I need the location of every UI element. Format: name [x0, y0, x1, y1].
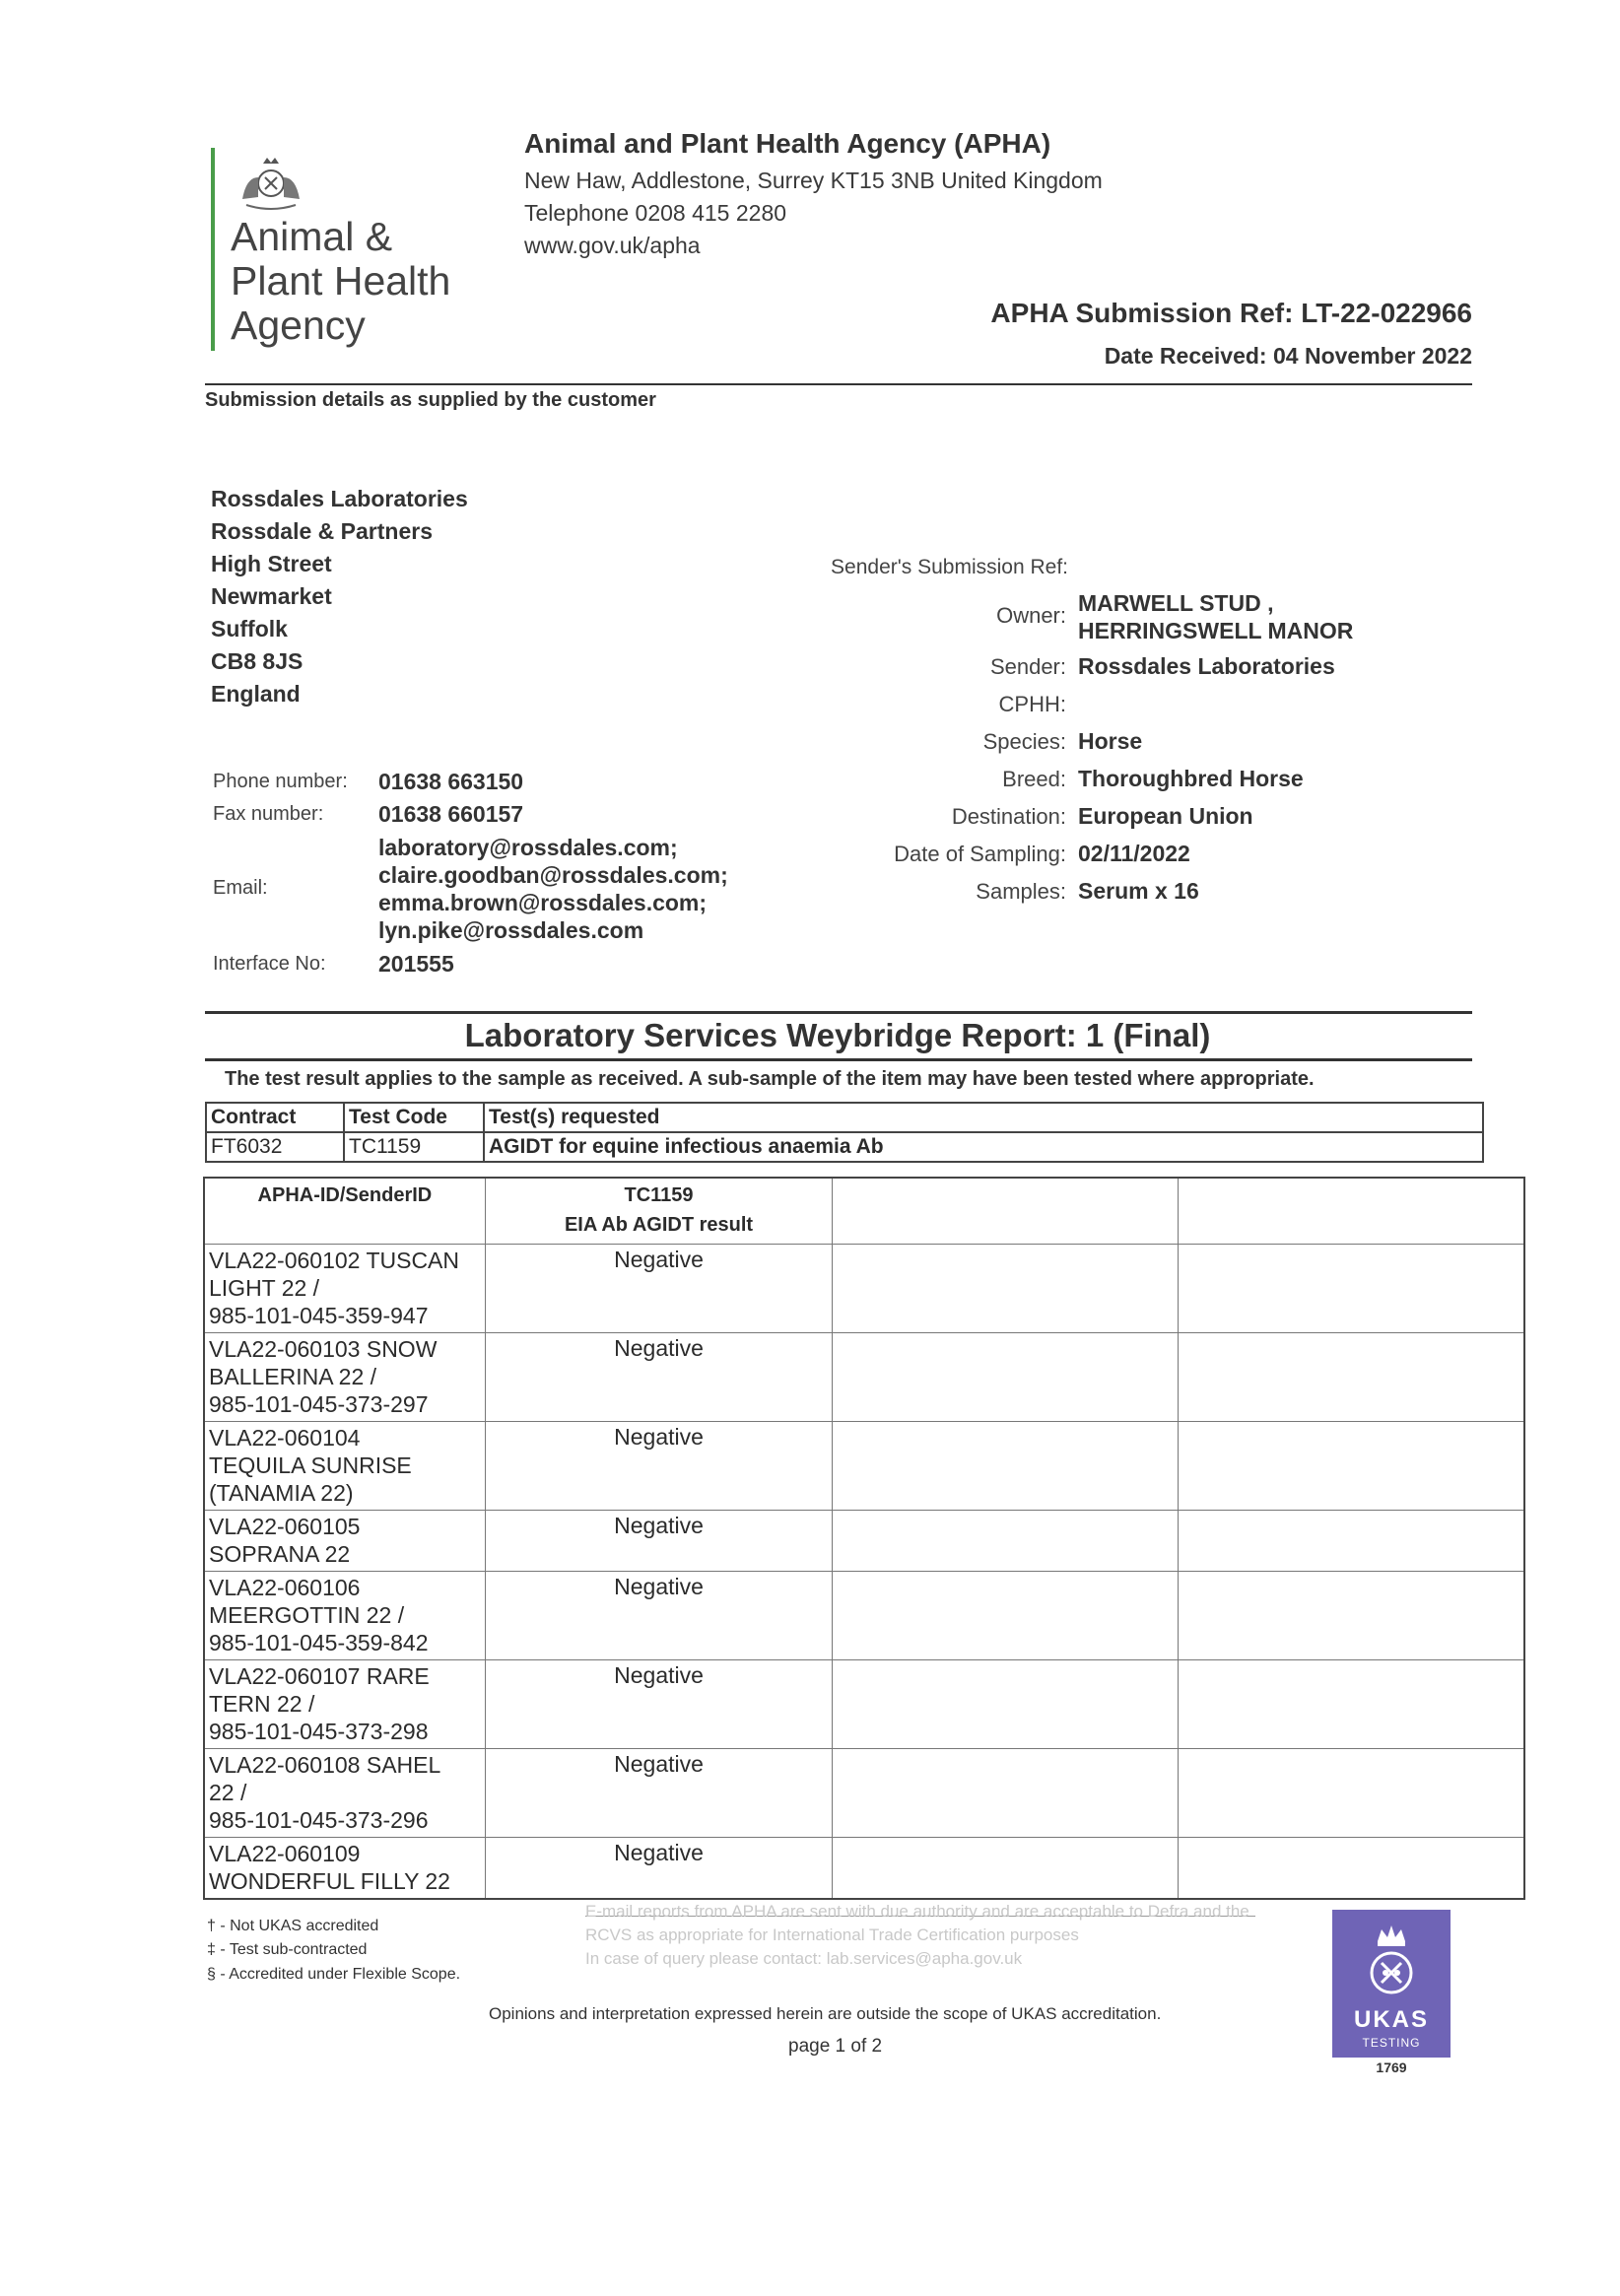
- breed-value: Thoroughbred Horse: [1078, 766, 1304, 791]
- report-bottom-rule: [205, 1058, 1472, 1061]
- empty-cell: [833, 1572, 1179, 1660]
- sample-id: VLA22-060109 WONDERFUL FILLY 22: [204, 1838, 485, 1899]
- table-row: [204, 1572, 1524, 1660]
- table-row: [204, 1838, 1524, 1899]
- fax-value: 01638 660157: [378, 801, 524, 827]
- empty-cell: [1179, 1572, 1524, 1660]
- owner-value: MARWELL STUD , HERRINGSWELL MANOR: [1078, 590, 1354, 643]
- submission-ref: APHA Submission Ref: LT-22-022966: [990, 298, 1472, 328]
- footnote-flexible-scope: § - Accredited under Flexible Scope.: [207, 1966, 461, 1983]
- logo-text: Animal & Plant Health Agency: [231, 214, 451, 348]
- opinions-note: Opinions and interpretation expressed herein are outside the scope of UKAS accreditation.: [489, 2004, 1162, 2023]
- tests-requested-header: Test(s) requested: [484, 1103, 1483, 1132]
- sample-id: VLA22-060103 SNOW BALLERINA 22 / 985-101-045-373-297: [204, 1333, 485, 1422]
- page-number: page 1 of 2: [788, 2036, 883, 2057]
- sample-id: VLA22-060102 TUSCAN LIGHT 22 / 985-101-045-359-947: [204, 1245, 485, 1333]
- empty-header: [833, 1178, 1179, 1245]
- samples-value: Serum x 16: [1078, 878, 1199, 904]
- sample-id: VLA22-060104 TEQUILA SUNRISE (TANAMIA 22): [204, 1422, 485, 1511]
- empty-cell: [833, 1838, 1179, 1899]
- customer-address: Rossdales Laboratories Rossdale & Partners High Street Newmarket Suffolk CB8 8JS England: [211, 486, 468, 707]
- test-code-header: Test Code: [344, 1103, 484, 1132]
- destination-label: Destination:: [951, 804, 1066, 829]
- sample-id: VLA22-060108 SAHEL 22 / 985-101-045-373-296: [204, 1749, 485, 1838]
- contract-header: Contract: [206, 1103, 344, 1132]
- phone-value: 01638 663150: [378, 769, 524, 794]
- email-list: [378, 834, 728, 944]
- ukas-name: UKAS: [1353, 2006, 1429, 2033]
- footnote-subcontracted: ‡ - Test sub-contracted: [207, 1941, 368, 1958]
- result-cell: Negative: [485, 1333, 832, 1422]
- cphh-label: CPHH:: [998, 692, 1066, 716]
- sample-id: VLA22-060106 MEERGOTTIN 22 / 985-101-045-359-842: [204, 1572, 485, 1660]
- empty-cell: [833, 1511, 1179, 1572]
- breed-label: Breed:: [1002, 767, 1066, 791]
- ukas-testing: TESTING: [1362, 2036, 1421, 2050]
- table-row: [204, 1660, 1524, 1749]
- footnote-not-accredited: † - Not UKAS accredited: [207, 1918, 379, 1934]
- sample-id: VLA22-060105 SOPRANA 22: [204, 1511, 485, 1572]
- result-cell: Negative: [485, 1660, 832, 1749]
- email-item[interactable]: claire.goodban@rossdales.com;: [378, 862, 728, 888]
- destination-value: European Union: [1078, 803, 1253, 829]
- sender-label: Sender:: [989, 654, 1066, 679]
- species-value: Horse: [1078, 728, 1143, 754]
- table-row: [204, 1245, 1524, 1333]
- submission-details-header: Submission details as supplied by the customer: [205, 389, 656, 411]
- tests-requested-cell: AGIDT for equine infectious anaemia Ab: [484, 1132, 1483, 1162]
- contract-cell: FT6032: [206, 1132, 344, 1162]
- empty-cell: [1179, 1245, 1524, 1333]
- email-item[interactable]: emma.brown@rossdales.com;: [378, 890, 708, 915]
- report-top-rule: [205, 1011, 1472, 1014]
- interface-value: 201555: [378, 951, 454, 977]
- result-cell: Negative: [485, 1422, 832, 1511]
- header-divider: [205, 383, 1472, 385]
- email-authority-note: E-mail reports from APHA are sent with due authority and are acceptable to Defra and the RCVS as appropriate for International Trade Certification purposes In case of query please contact: lab.services@apha.gov.uk: [585, 1902, 1249, 1968]
- report-title: Laboratory Services Weybridge Report: 1 (Final): [464, 1017, 1211, 1053]
- empty-cell: [1179, 1511, 1524, 1572]
- samples-label: Samples:: [976, 879, 1066, 904]
- table-row: [204, 1422, 1524, 1511]
- empty-cell: [833, 1749, 1179, 1838]
- owner-label: Owner:: [996, 603, 1066, 628]
- report-note: The test result applies to the sample as received. A sub-sample of the item may have been tested where appropriate.: [225, 1068, 1315, 1090]
- sender-ref-label: Sender's Submission Ref:: [831, 556, 1068, 578]
- empty-cell: [833, 1245, 1179, 1333]
- email-item[interactable]: laboratory@rossdales.com;: [378, 835, 678, 860]
- date-received: Date Received: 04 November 2022: [1104, 343, 1472, 369]
- tests-table: [205, 1102, 1484, 1163]
- sender-value: Rossdales Laboratories: [1078, 653, 1335, 679]
- logo-bar: [211, 148, 215, 351]
- empty-cell: [1179, 1838, 1524, 1899]
- species-label: Species:: [982, 729, 1066, 754]
- ukas-badge: [1332, 1910, 1451, 2058]
- empty-cell: [1179, 1333, 1524, 1422]
- result-cell: Negative: [485, 1838, 832, 1899]
- empty-cell: [1179, 1422, 1524, 1511]
- agency-phone: Telephone 0208 415 2280: [524, 200, 787, 226]
- sampling-date-value: 02/11/2022: [1078, 841, 1190, 866]
- royal-crest-icon: [233, 150, 309, 211]
- test-code-cell: TC1159: [344, 1132, 484, 1162]
- empty-cell: [833, 1333, 1179, 1422]
- empty-cell: [1179, 1660, 1524, 1749]
- result-cell: Negative: [485, 1749, 832, 1838]
- result-cell: Negative: [485, 1511, 832, 1572]
- table-row: [204, 1333, 1524, 1422]
- agency-website[interactable]: www.gov.uk/apha: [524, 233, 701, 258]
- agency-name: Animal and Plant Health Agency (APHA): [524, 128, 1051, 159]
- result-header: TC1159 EIA Ab AGIDT result: [485, 1178, 832, 1245]
- sampling-date-label: Date of Sampling:: [894, 842, 1066, 866]
- empty-cell: [1179, 1749, 1524, 1838]
- result-cell: Negative: [485, 1572, 832, 1660]
- interface-label: Interface No:: [213, 953, 326, 975]
- agency-address: New Haw, Addlestone, Surrey KT15 3NB United Kingdom: [524, 168, 1103, 193]
- ukas-number: 1769: [1376, 2060, 1407, 2075]
- empty-cell: [833, 1660, 1179, 1749]
- table-row: [204, 1511, 1524, 1572]
- empty-cell: [833, 1422, 1179, 1511]
- fax-label: Fax number:: [213, 803, 324, 825]
- email-item[interactable]: lyn.pike@rossdales.com: [378, 917, 644, 943]
- ukas-crown-icon: [1362, 1918, 1421, 2002]
- sample-id: VLA22-060107 RARE TERN 22 / 985-101-045-373-298: [204, 1660, 485, 1749]
- phone-label: Phone number:: [213, 771, 348, 792]
- results-table: [203, 1177, 1525, 1900]
- table-row: [204, 1749, 1524, 1838]
- sample-id-header: APHA-ID/SenderID: [204, 1178, 485, 1245]
- empty-header: [1179, 1178, 1524, 1245]
- email-label: Email:: [213, 877, 268, 899]
- result-cell: Negative: [485, 1245, 832, 1333]
